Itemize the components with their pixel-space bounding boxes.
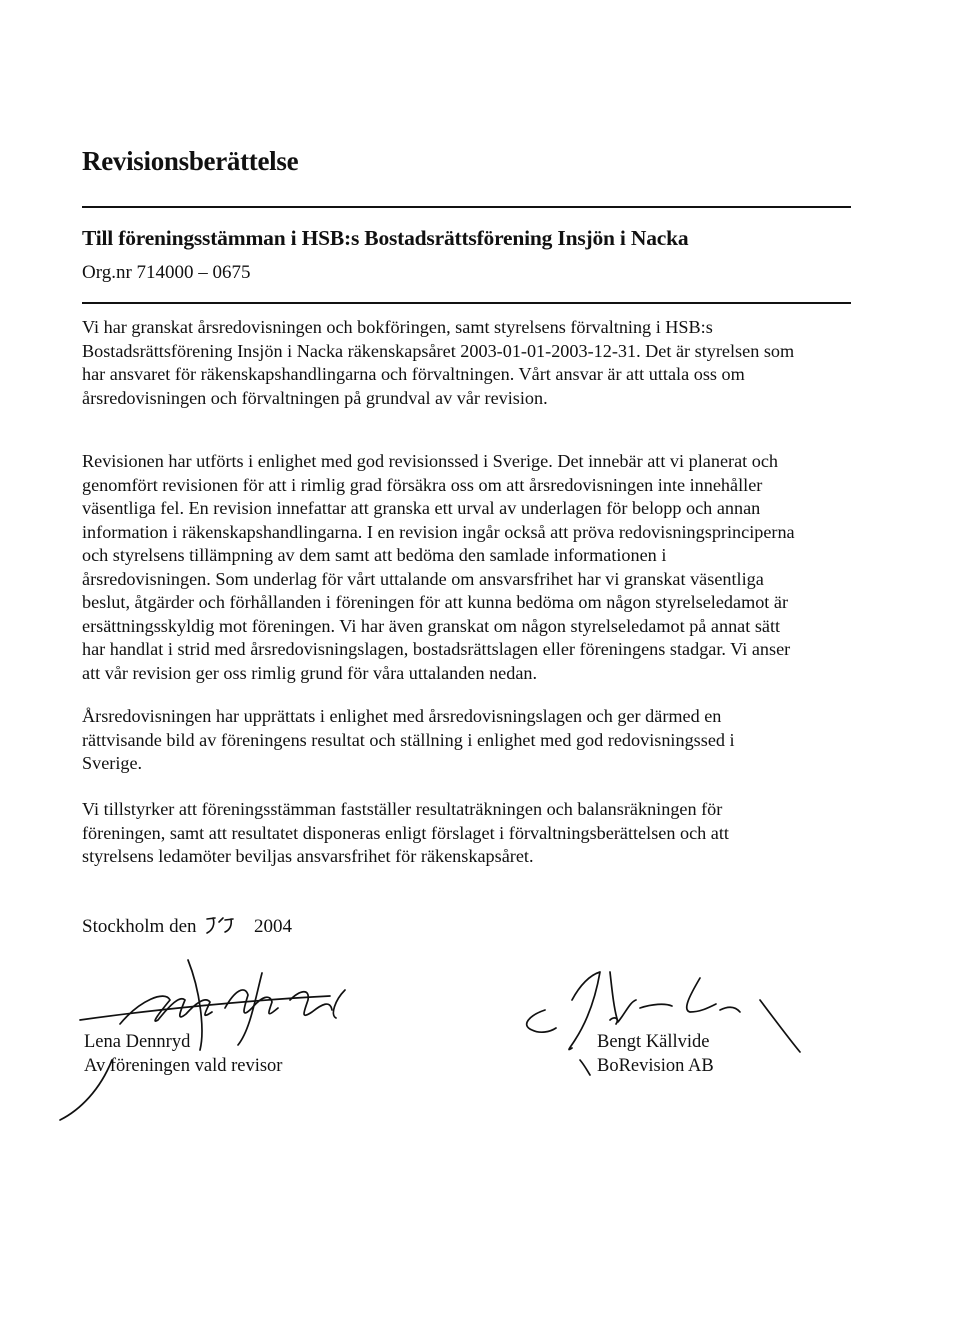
paragraph-line: årsredovisningen. Som underlag för vårt uttalande om ansvarsfrihet har vi granskat väsentliga <box>82 568 764 589</box>
signatory-name: Lena Dennryd <box>84 1032 191 1052</box>
paragraph-line: årsredovisningen och förvaltningen på grundval av vår revision. <box>82 387 548 408</box>
paragraph-line: föreningen, samt att resultatet disponeras enligt förslaget i förvaltningsberättelsen och att <box>82 822 729 843</box>
paragraph-opinion <box>82 705 857 776</box>
paragraph-line: och styrelsens tillämpning av dem samt att bedöma den samlade informationen i <box>82 545 667 565</box>
document-title: Revisionsberättelse <box>82 146 299 176</box>
paragraph-recommendation <box>82 798 857 869</box>
signatory-role: Av föreningen vald revisor <box>84 1056 283 1076</box>
top-divider <box>82 206 851 208</box>
paragraph-line: har ansvaret för räkenskapshandlingarna och förvaltningen. Vårt ansvar är att uttala oss om <box>82 364 745 384</box>
signatory-right <box>597 1030 714 1078</box>
paragraph-line: Sverige. <box>82 753 143 773</box>
paragraph-line: att vår revision ger oss rimlig grund för våra uttalanden nedan. <box>82 662 538 683</box>
year-label: 2004 <box>254 916 293 937</box>
organization-number: Org.nr 714000 – 0675 <box>82 262 251 283</box>
place-label: Stockholm den <box>82 916 197 937</box>
paragraph-line: ersättningsskyldig mot föreningen. Vi har även granskat om någon styrelseledamot på annat sätt <box>82 615 781 636</box>
paragraph-line: genomfört revisionen för att i rimlig grad försäkra oss om att årsredovisningen inte innehåller <box>82 474 763 495</box>
paragraph-line: väsentliga fel. En revision innefattar att granska ett urval av underlagen för belopp och annan <box>82 498 761 518</box>
signatory-name: Bengt Källvide <box>597 1032 710 1052</box>
paragraph-line: Vi har granskat årsredovisningen och bokföringen, samt styrelsens förvaltning i HSB:s <box>82 317 713 337</box>
paragraph-line: information i räkenskapshandlingarna. I en revision ingår också att pröva redovisningsprinciperna <box>82 521 795 542</box>
place-and-date <box>82 914 292 938</box>
paragraph-line: har handlat i strid med årsredovisningslagen, bostadsrättslagen eller föreningens stadgar. Vi anser <box>82 639 791 659</box>
paragraph-line: styrelsens ledamöter beviljas ansvarsfrihet för räkenskapsåret. <box>82 846 534 866</box>
paragraph-line: rättvisande bild av föreningens resultat och ställning i enlighet med god redovisningssed i <box>82 729 735 750</box>
paragraph-line: Revisionen har utförts i enlighet med god revisionssed i Sverige. Det innebär att vi planerat och <box>82 451 779 471</box>
paragraph-line: Vi tillstyrker att föreningsstämman fastställer resultaträkningen och balansräkningen för <box>82 799 723 819</box>
handwritten-date-mark <box>201 914 249 936</box>
paragraph-audit-method <box>82 450 857 685</box>
signatory-role: BoRevision AB <box>597 1056 714 1076</box>
paragraph-line: Årsredovisningen har upprättats i enlighet med årsredovisningslagen och ger därmed en <box>82 706 722 726</box>
paragraph-line: beslut, åtgärder och förhållanden i föreningen för att kunna bedöma om någon styrelseledamot är <box>82 592 789 612</box>
paragraph-scope <box>82 316 857 410</box>
signatory-left <box>84 1030 282 1078</box>
bottom-divider <box>82 302 851 304</box>
paragraph-line: Bostadsrättsförening Insjön i Nacka räkenskapsåret 2003-01-01-2003-12-31. Det är styrelsen som <box>82 340 795 361</box>
addressee-heading: Till föreningsstämman i HSB:s Bostadsrättsförening Insjön i Nacka <box>82 226 689 250</box>
